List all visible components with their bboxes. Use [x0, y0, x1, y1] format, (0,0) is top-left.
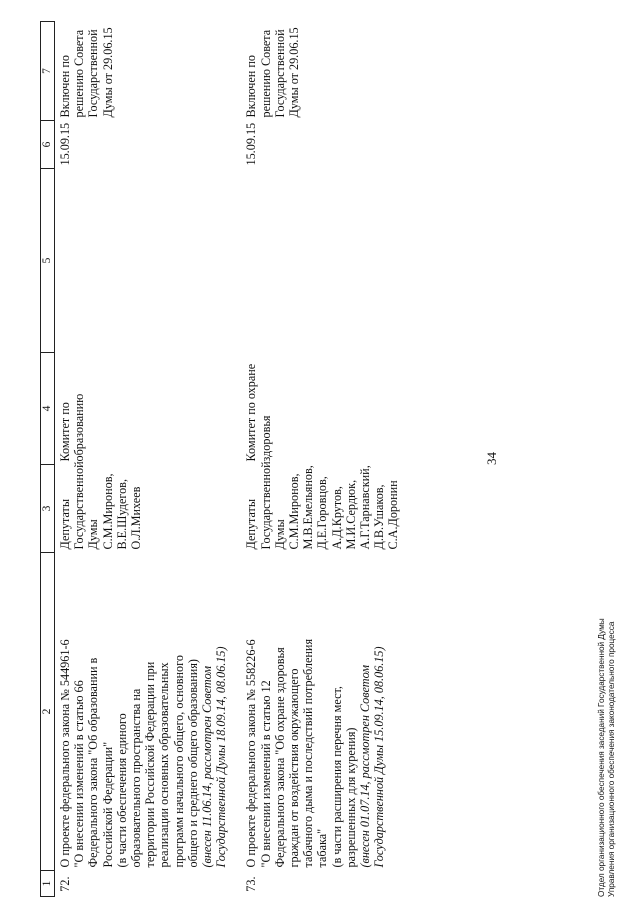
bill-title-line: реализации основных образовательных	[157, 662, 172, 868]
bill-title-line: разрешенных для курения)	[343, 727, 358, 868]
status-line: Включен по	[244, 55, 259, 118]
bill-title-line: (в части обеспечения единого	[114, 713, 129, 868]
author-line: О.Л.Михеев	[129, 486, 144, 550]
responsible-committee	[55, 353, 230, 465]
author-line: Думы	[272, 519, 287, 550]
row-number: 73.	[244, 876, 259, 892]
bill-submission-line: Государственной Думы 15.09.14, 08.06.15)	[372, 646, 387, 868]
bills-table	[40, 21, 402, 897]
scheduled-date: 15.09.15	[244, 122, 259, 166]
responsible-committee	[241, 353, 401, 465]
header-col-6: 6	[41, 121, 55, 169]
header-col-4: 4	[41, 353, 55, 465]
committee-line: Комитет по	[58, 402, 72, 462]
author-line: Думы	[86, 519, 101, 550]
author-line: Депутаты	[244, 498, 259, 550]
bill-submission-line: (внесен 01.07.14, рассмотрен Советом	[358, 665, 373, 868]
header-col-7: 7	[41, 22, 55, 121]
header-col-5: 5	[41, 169, 55, 353]
bill-title-line: программ начального общего, основного	[171, 655, 186, 868]
status-line: Думы от 29.06.15	[287, 27, 302, 118]
committee-line: здоровья	[258, 415, 273, 462]
bill-title-line: (в части расширения перечня мест,	[329, 686, 344, 868]
bill-authors	[241, 461, 401, 553]
row-number: 72.	[58, 876, 72, 892]
bill-title-line: О проекте федерального закона № 544961-6	[58, 639, 72, 868]
table-row	[55, 22, 230, 897]
status-line: Включен по	[58, 55, 72, 118]
bill-submission-line: (внесен 11.06.14, рассмотрен Советом	[200, 665, 215, 868]
row-spacer	[229, 22, 241, 897]
author-line: В.Е.Шудегов,	[114, 479, 129, 550]
bill-title-line: Российской Федерации"	[100, 741, 115, 868]
author-line: А.Д.Крутов,	[329, 486, 344, 550]
table-row	[241, 22, 401, 897]
bill-submission-line: Государственной Думы 18.09.14, 08.06.15)	[214, 646, 229, 868]
author-line: Д.В.Ушаков,	[372, 484, 387, 550]
header-col-2: 2	[41, 553, 55, 871]
author-line: М.В.Емельянов,	[301, 465, 316, 550]
bill-title-line: О проекте федерального закона № 558226-6	[244, 639, 259, 868]
bill-title-line: Федерального закона "Об образовании в	[86, 657, 101, 868]
status-line: решению Совета	[258, 29, 273, 118]
author-line: Государственной	[258, 461, 273, 550]
inclusion-status	[241, 22, 401, 121]
author-line: С.М.Миронов,	[287, 473, 302, 550]
author-line: Депутаты	[58, 498, 72, 550]
col-5-value	[55, 169, 230, 353]
status-line: решению Совета	[72, 29, 87, 118]
bill-title-line: табака"	[315, 828, 330, 868]
footer-line-2: Управления организационного обеспечения законодательного процесса	[607, 621, 616, 897]
committee-line: образованию	[72, 393, 87, 462]
author-line: М.И.Сердюк,	[343, 479, 358, 550]
bill-title-line: образовательного пространства на	[129, 688, 144, 868]
header-col-1: 1	[41, 871, 55, 897]
bill-title-line: граждан от воздействия окружающего	[287, 668, 302, 868]
status-line: Государственной	[272, 29, 287, 118]
bill-title-line: "О внесении изменений в статью 66	[72, 680, 87, 868]
table-header-row	[41, 22, 55, 897]
author-line: Государственной	[72, 461, 87, 550]
status-line: Государственной	[86, 29, 101, 118]
inclusion-status	[55, 22, 230, 121]
author-line: С.М.Миронов,	[100, 473, 115, 550]
scheduled-date: 15.09.15	[58, 122, 72, 166]
author-line: А.Г.Тарнавский,	[358, 465, 373, 550]
footer	[597, 497, 617, 897]
committee-line: Комитет по охране	[244, 363, 259, 462]
author-line: С.А.Доронин	[386, 480, 401, 550]
header-col-3: 3	[41, 465, 55, 553]
bill-title	[241, 553, 401, 871]
bill-title-line: Федерального закона "Об охране здоровья	[272, 647, 287, 868]
bill-title	[55, 553, 230, 871]
page-number: 34	[484, 452, 499, 465]
bill-title-line: общего и среднего общего образования)	[185, 659, 200, 868]
bill-title-line: "О внесении изменений в статью 12	[258, 680, 273, 868]
status-line: Думы от 29.06.15	[100, 27, 115, 118]
table-body	[55, 22, 402, 897]
bill-title-line: территории Российской Федерации при	[143, 661, 158, 868]
footer-line-1: Отдел организационного обеспечения заседаний Государственной Думы	[597, 618, 606, 897]
bill-authors	[55, 461, 230, 553]
col-5-value	[241, 169, 401, 353]
bill-title-line: табачного дыма и последствий потребления	[301, 638, 316, 868]
author-line: Д.Е.Горовцов,	[315, 476, 330, 550]
